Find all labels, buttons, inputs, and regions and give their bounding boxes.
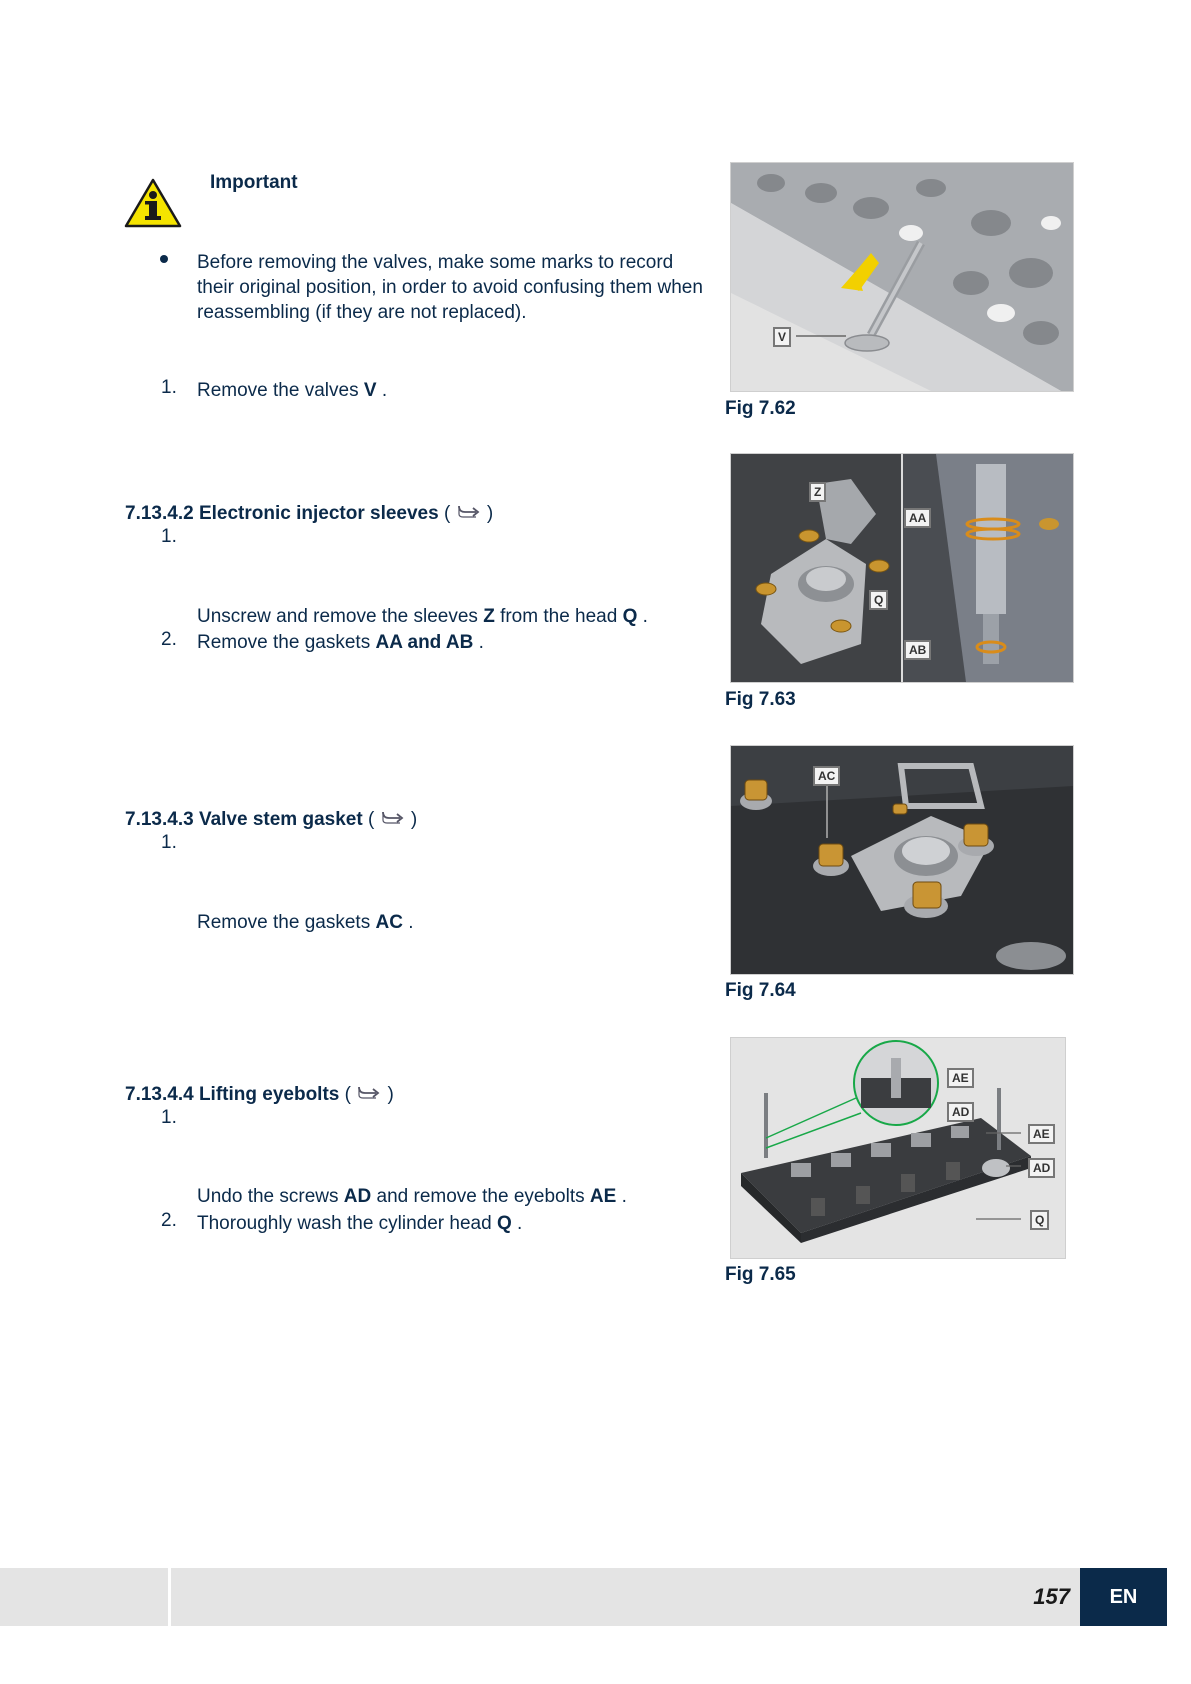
label-q: Q <box>1030 1210 1049 1230</box>
valve-stem-gasket-illustration <box>731 746 1073 974</box>
bullet-dot <box>160 255 168 263</box>
step-number: 1. <box>161 377 177 398</box>
reference-arrow-icon <box>356 1083 382 1107</box>
step-number: 1. <box>161 1107 177 1128</box>
figure-caption: Fig 7.63 <box>725 689 796 710</box>
label-z: Z <box>809 482 826 502</box>
important-bullet-text: Before removing the valves, make some marks to record their original position, in order to avoid confusing them when reassembling (if they are not replaced). <box>197 252 703 323</box>
important-title: Important <box>210 172 298 193</box>
valve-illustration <box>731 163 1073 391</box>
label-v: V <box>773 327 791 347</box>
section-heading-injector-sleeves: 7.13.4.2 Electronic injector sleeves ( ) <box>125 503 494 525</box>
important-icon <box>124 178 182 228</box>
section-heading-valve-stem-gasket: 7.13.4.3 Valve stem gasket ( ) <box>125 809 418 831</box>
footer-band <box>0 1568 1167 1626</box>
step-number: 2. <box>161 629 177 650</box>
figure-caption: Fig 7.64 <box>725 980 796 1001</box>
injector-sleeve-illustration <box>731 454 1073 682</box>
cylinder-head-illustration <box>731 1038 1065 1258</box>
injector-step1-text: Unscrew and remove the sleeves Z from the head Q . <box>197 606 648 627</box>
figure-valve-stem-gasket <box>730 745 1074 975</box>
eyebolts-step1-text: Undo the screws AD and remove the eyebolts AE . <box>197 1186 627 1207</box>
reference-arrow-icon <box>456 502 482 526</box>
figure-valve-removal <box>730 162 1074 392</box>
language-badge: EN <box>1080 1568 1167 1626</box>
figure-lifting-eyebolts <box>730 1037 1066 1259</box>
page-number: 157 <box>1033 1584 1070 1609</box>
label-q: Q <box>869 590 888 610</box>
label-ab: AB <box>904 640 931 660</box>
eyebolts-step2-text: Thoroughly wash the cylinder head Q . <box>197 1213 523 1234</box>
label-ae: AE <box>1028 1124 1055 1144</box>
figure-caption: Fig 7.62 <box>725 398 796 419</box>
step-number: 2. <box>161 1210 177 1231</box>
footer-separator <box>168 1568 171 1626</box>
valve-stem-step1-text: Remove the gaskets AC . <box>197 912 414 933</box>
label-ad-inset: AD <box>947 1102 974 1122</box>
section-heading-lifting-eyebolts: 7.13.4.4 Lifting eyebolts ( ) <box>125 1084 394 1106</box>
label-ac: AC <box>813 766 840 786</box>
step-number: 1. <box>161 526 177 547</box>
step-number: 1. <box>161 832 177 853</box>
label-ae-inset: AE <box>947 1068 974 1088</box>
label-ad: AD <box>1028 1158 1055 1178</box>
valves-step-text: Remove the valves V . <box>197 380 388 401</box>
label-aa: AA <box>904 508 931 528</box>
figure-injector-sleeves <box>730 453 1074 683</box>
injector-step2-text: Remove the gaskets AA and AB . <box>197 632 484 653</box>
figure-caption: Fig 7.65 <box>725 1264 796 1285</box>
reference-arrow-icon <box>380 808 406 832</box>
